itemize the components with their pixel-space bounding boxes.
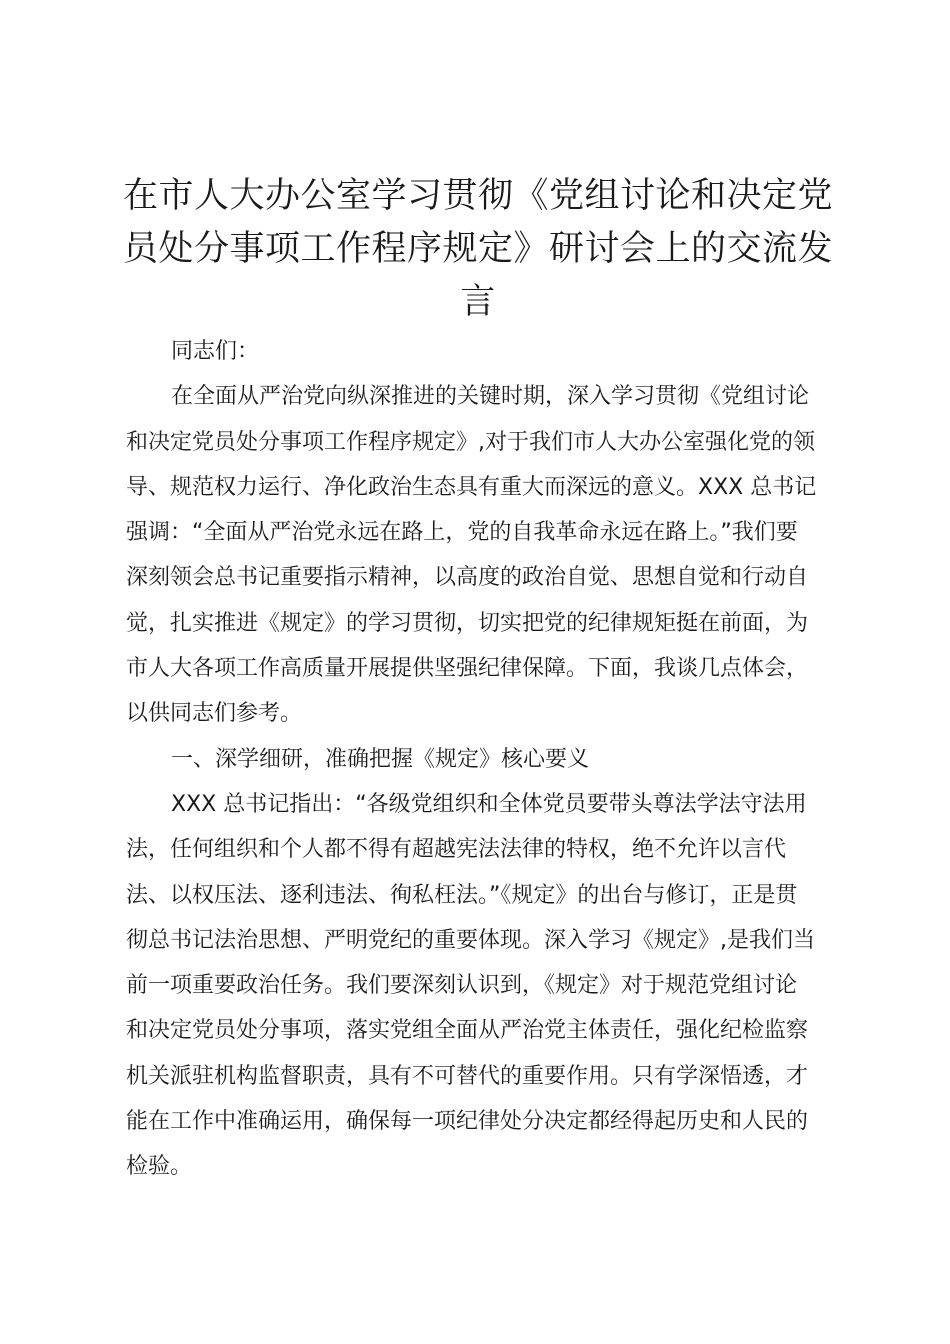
paragraph-line: 以供同志们参考。 <box>126 701 303 727</box>
paragraph-line: 法、以权压法、逐利违法、徇私枉法。”《规定》的出台与修订，正是贯 <box>126 882 798 908</box>
document-body <box>126 329 834 1190</box>
paragraph-line: 和决定党员处分事项工作程序规定》,对于我们市人大办公室强化党的领 <box>126 429 815 455</box>
paragraph-section1 <box>126 782 834 1190</box>
section-heading: 一、深学细研，准确把握《规定》核心要义 <box>171 746 590 772</box>
paragraph-intro <box>126 374 834 736</box>
paragraph-line: 彻总书记法治思想、严明党纪的重要体现。深入学习《规定》,是我们当 <box>126 927 815 953</box>
paragraph-line: 检验。 <box>126 1154 193 1180</box>
paragraph-line: 法，任何组织和个人都不得有超越宪法法律的特权，绝不允许以言代 <box>126 837 787 863</box>
paragraph-line: 和决定党员处分事项，落实党组全面从严治党主体责任，强化纪检监察 <box>126 1018 809 1044</box>
paragraph-line: 在全面从严治党向纵深推进的关键时期，深入学习贯彻《党组讨论 <box>171 384 810 410</box>
title-line: 员处分事项工作程序规定》研讨会上的交流发 <box>122 229 833 269</box>
paragraph-line: 强调：“全面从严治党永远在路上，党的自我革命永远在路上。”我们要 <box>126 520 798 546</box>
paragraph-line: 觉，扎实推进《规定》的学习贯彻，切实把党的纪律规矩挺在前面，为 <box>126 610 809 636</box>
document-title <box>118 170 838 329</box>
paragraph-line: 导、规范权力运行、净化政治生态具有重大而深远的意义。XXX 总书记 <box>126 474 817 500</box>
paragraph-line: XXX 总书记指出：“各级党组织和全体党员要带头尊法学法守法用 <box>171 791 807 817</box>
paragraph-line: 能在工作中准确运用，确保每一项纪律处分决定都经得起历史和人民的 <box>126 1109 809 1135</box>
title-line: 言 <box>460 282 496 322</box>
paragraph-line: 市人大各项工作高质量开展提供坚强纪律保障。下面，我谈几点体会， <box>126 656 809 682</box>
title-line: 在市人大办公室学习贯彻《党组讨论和决定党 <box>122 176 833 216</box>
paragraph-line: 前一项重要政治任务。我们要深刻认识到，《规定》对于规范党组讨论 <box>126 973 798 999</box>
paragraph-line: 深刻领会总书记重要指示精神，以高度的政治自觉、思想自觉和行动自 <box>126 565 809 591</box>
salutation: 同志们： <box>171 339 260 364</box>
paragraph-line: 机关派驻机构监督职责，具有不可替代的重要作用。只有学深悟透，才 <box>126 1063 809 1089</box>
